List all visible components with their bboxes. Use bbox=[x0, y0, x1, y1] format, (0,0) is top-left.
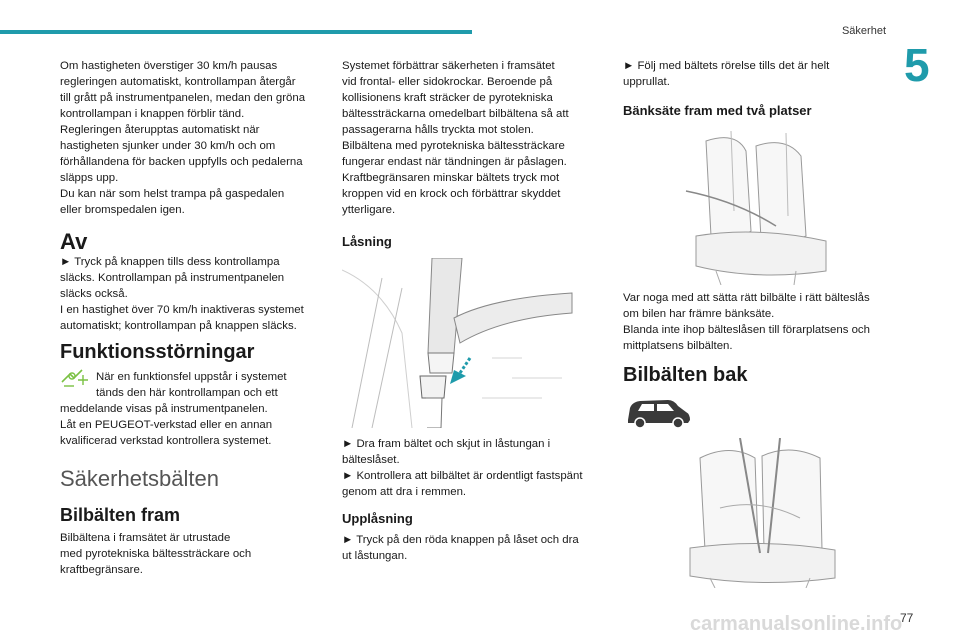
bench-seat-illustration bbox=[676, 131, 836, 285]
text-line: Blanda inte ihop bälteslåsen till förarplatsens och bbox=[623, 324, 870, 336]
text-line: ytterligare. bbox=[342, 204, 396, 216]
text-line: kraftbegränsare. bbox=[60, 564, 143, 576]
text-line: Var noga med att sätta rätt bilbälte i rätt bälteslås bbox=[623, 292, 870, 304]
heading-av: Av bbox=[60, 229, 88, 254]
column-1 bbox=[60, 58, 322, 218]
lasning-text bbox=[342, 436, 604, 500]
fun-text bbox=[60, 369, 322, 449]
text-line: Bilbältena med pyrotekniska bältessträckare bbox=[342, 140, 565, 152]
upplas-text bbox=[342, 532, 604, 564]
text-line: Regleringen återupptas automatiskt när bbox=[60, 124, 260, 136]
heading-bilbalten-fram: Bilbälten fram bbox=[60, 505, 181, 525]
text-line: automatiskt; kontrollampan på knappen släcks. bbox=[60, 320, 297, 332]
header-accent-bar bbox=[0, 30, 472, 34]
text-line: hastigheten sjunker under 30 km/h och om bbox=[60, 140, 276, 152]
heading-banksate: Bänksäte fram med två platser bbox=[623, 103, 812, 118]
text-line: om bilen har främre bänksäte. bbox=[623, 308, 775, 320]
heading-upplasning: Upplåsning bbox=[342, 511, 413, 526]
text-line: släcks också. bbox=[60, 288, 128, 300]
text-line: regleringen automatiskt, kontrollampan återgår bbox=[60, 76, 296, 88]
intro-paragraph bbox=[60, 58, 322, 218]
buckle-illustration bbox=[342, 258, 576, 428]
text-line: kroppen vid en krock och förbättrar skyddet bbox=[342, 188, 561, 200]
text-line: genom att dra i remmen. bbox=[342, 486, 467, 498]
av-text bbox=[60, 254, 322, 334]
column-2 bbox=[342, 58, 604, 218]
heading-lasning: Låsning bbox=[342, 234, 392, 249]
heading-sakerhetsbalten: Säkerhetsbälten bbox=[60, 466, 219, 491]
text-line: När en funktionsfel uppstår i systemet bbox=[96, 371, 287, 383]
chapter-number: 5 bbox=[904, 39, 930, 91]
van-icon bbox=[624, 396, 694, 430]
watermark-text: carmanualsonline.info bbox=[690, 613, 903, 635]
text-line: fungerar endast när tändningen är påslagen. bbox=[342, 156, 567, 168]
heading-funktionsstorningar: Funktionsstörningar bbox=[60, 341, 255, 363]
text-line: I en hastighet över 70 km/h inaktiveras systemet bbox=[60, 304, 304, 316]
text-line: förhållandena för backen uppfylls och pedalerna bbox=[60, 156, 303, 168]
text-line: bälteslåset. bbox=[342, 454, 400, 466]
text-line: Du kan när som helst trampa på gaspedalen bbox=[60, 188, 285, 200]
text-line: kvalificerad verkstad kontrollera systemet. bbox=[60, 435, 272, 447]
text-line: mittplatsens bilbälten. bbox=[623, 340, 733, 352]
text-line: Låt en PEUGEOT-verkstad eller en annan bbox=[60, 419, 273, 431]
section-title: Säkerhet bbox=[841, 25, 886, 37]
text-line: meddelande visas på instrumentpanelen. bbox=[60, 403, 268, 415]
text-line: tänds den här kontrollampan och ett bbox=[96, 387, 278, 399]
text-line: släcks. Kontrollampan på instrumentpanelen bbox=[60, 272, 285, 284]
text-line: upprullat. bbox=[623, 76, 670, 88]
text-line: bältessträckarna omedelbart bilbältena så att bbox=[342, 108, 569, 120]
text-line: passagerarna hålls tryckta mot stolen. bbox=[342, 124, 534, 136]
text-line: ► Tryck på den röda knappen på låset och dra bbox=[342, 534, 579, 546]
heading-bilbalten-bak: Bilbälten bak bbox=[623, 364, 748, 386]
rear-seat-illustration bbox=[680, 438, 840, 588]
text-line: kollisionens kraft sträcker de pyrotekniska bbox=[342, 92, 553, 104]
text-line: ► Tryck på knappen tills dess kontrollampa bbox=[60, 256, 280, 268]
text-line: eller bromspedalen igen. bbox=[60, 204, 185, 216]
text-line: Om hastigheten överstiger 30 km/h pausas bbox=[60, 60, 278, 72]
text-line: Bilbältena i framsätet är utrustade bbox=[60, 532, 231, 544]
text-line: släpps upp. bbox=[60, 172, 119, 184]
bfram-text bbox=[60, 530, 322, 578]
column-3 bbox=[623, 58, 888, 90]
text-line: vid frontal- eller sidokrockar. Beroende på bbox=[342, 76, 553, 88]
text-line: ► Följ med bältets rörelse tills det är helt bbox=[623, 60, 830, 72]
page-number: 77 bbox=[900, 611, 914, 625]
text-line: Systemet förbättrar säkerheten i framsätet bbox=[342, 60, 555, 72]
text-line: till grått på instrumentpanelen, medan den gröna bbox=[60, 92, 306, 104]
text-line: ut låstungan. bbox=[342, 550, 408, 562]
banks-text bbox=[623, 290, 888, 354]
text-line: med pyrotekniska bältessträckare och bbox=[60, 548, 252, 560]
text-line: ► Dra fram bältet och skjut in låstungan i bbox=[342, 438, 551, 450]
text-line: ► Kontrollera att bilbältet är ordentligt fastspänt bbox=[342, 470, 583, 482]
text-line: kontrollampan i knappen förblir tänd. bbox=[60, 108, 245, 120]
text-line: Kraftbegränsaren minskar bältets tryck mot bbox=[342, 172, 560, 184]
